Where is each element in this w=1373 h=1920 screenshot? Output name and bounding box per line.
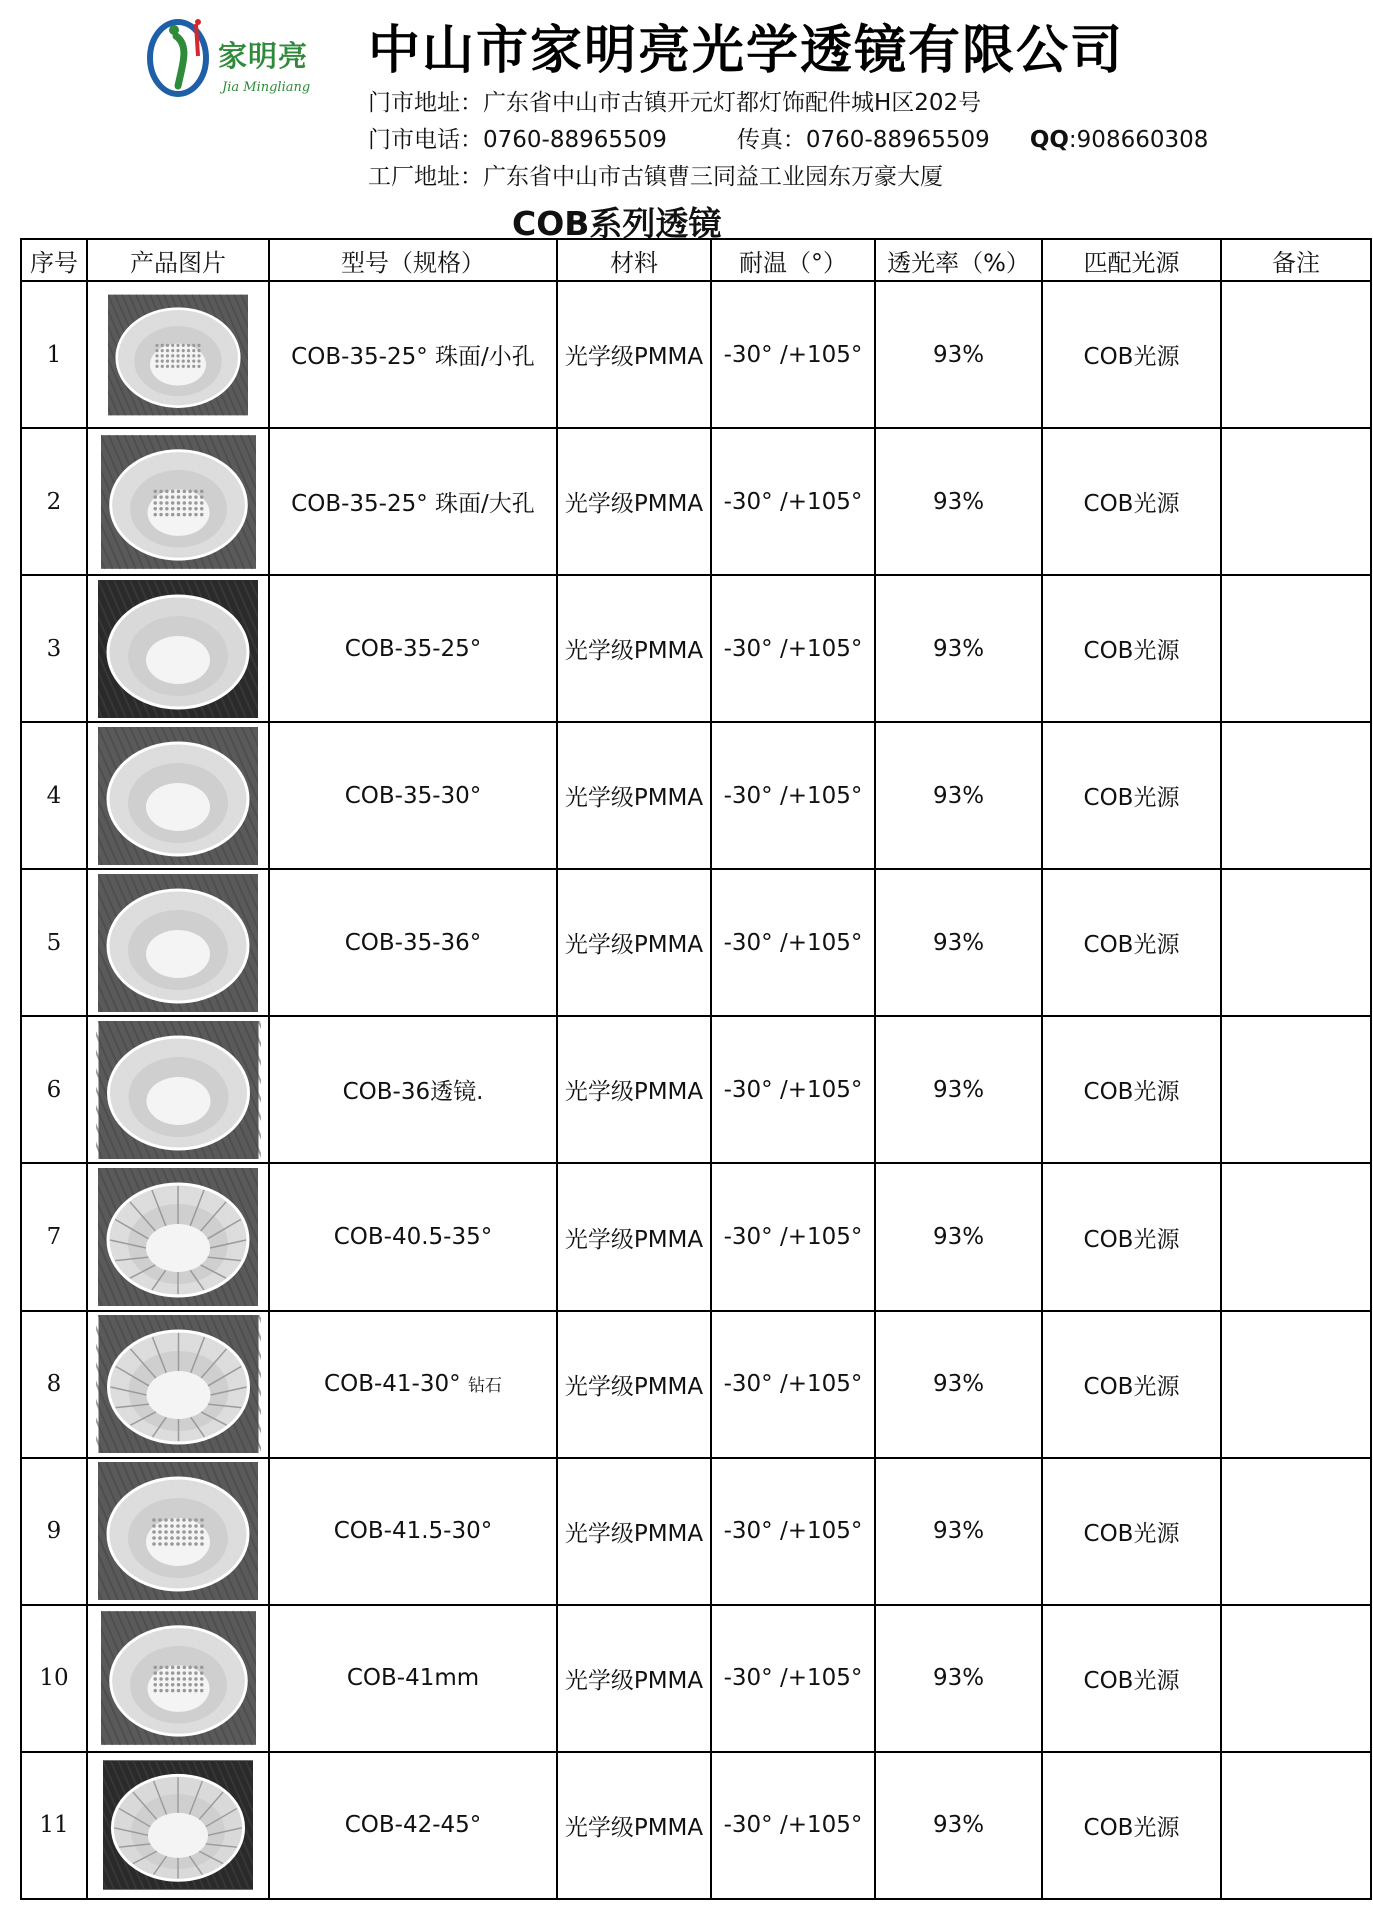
table-row [21, 1163, 1371, 1310]
page-header [0, 0, 1373, 200]
transmittance [875, 1163, 1042, 1310]
note [1221, 1605, 1371, 1752]
note [1221, 428, 1371, 575]
material [557, 428, 711, 575]
lens-photo-icon [101, 1609, 256, 1747]
model-spec-text: COB-35-25° 珠面/大孔 [291, 491, 535, 518]
contact-line [368, 121, 1208, 154]
row-number-text: 11 [39, 1812, 69, 1839]
transmittance-text: 93% [932, 635, 985, 662]
model-spec [269, 869, 557, 1016]
material [557, 575, 711, 722]
material-text: 光学级PMMA [564, 1079, 704, 1106]
col-header-image: 产品图片 [87, 239, 269, 281]
material [557, 1163, 711, 1310]
table-row [21, 1605, 1371, 1752]
material [557, 869, 711, 1016]
transmittance [875, 575, 1042, 722]
series-title: COB系列透镜 [512, 204, 722, 243]
model-spec-text: COB-35-36° [344, 929, 482, 956]
fax-number: 传真：0760-88965509 [736, 127, 990, 153]
transmittance [875, 1311, 1042, 1458]
row-number [21, 1163, 87, 1310]
col-header-no: 序号 [21, 239, 87, 281]
store-phone: 门市电话：0760-88965509 [368, 127, 667, 153]
model-spec [269, 1311, 557, 1458]
material-text: 光学级PMMA [564, 1226, 704, 1253]
lens-photo-icon [101, 433, 256, 571]
material [557, 1752, 711, 1899]
transmittance-text: 93% [932, 341, 985, 368]
row-number [21, 869, 87, 1016]
row-number [21, 1458, 87, 1605]
light-source [1042, 281, 1221, 428]
light-source-text: COB光源 [1083, 1667, 1180, 1694]
transmittance-text: 93% [932, 929, 985, 956]
transmittance-text: 93% [932, 488, 985, 515]
temperature-range-text: -30° /+105° [723, 1224, 863, 1250]
row-number-text: 3 [46, 635, 62, 662]
lens-photo-icon [108, 286, 248, 424]
temperature-range [711, 869, 875, 1016]
col-header-note: 备注 [1221, 239, 1371, 281]
light-source [1042, 1311, 1221, 1458]
row-number-text: 4 [46, 782, 62, 809]
row-number [21, 1016, 87, 1163]
transmittance [875, 1605, 1042, 1752]
product-image [87, 281, 269, 428]
transmittance-text: 93% [932, 1224, 985, 1250]
note [1221, 1016, 1371, 1163]
material [557, 1605, 711, 1752]
transmittance-text: 93% [932, 1371, 985, 1398]
light-source [1042, 428, 1221, 575]
row-number-text: 6 [46, 1076, 62, 1103]
table-row [21, 1752, 1371, 1899]
product-image [87, 722, 269, 869]
light-source [1042, 1605, 1221, 1752]
row-number-text: 5 [46, 929, 62, 956]
row-number-text: 7 [46, 1224, 62, 1250]
model-spec-text: COB-40.5-35° [333, 1224, 493, 1250]
light-source-text: COB光源 [1083, 638, 1180, 665]
material [557, 1458, 711, 1605]
col-header-light-source: 匹配光源 [1042, 239, 1221, 281]
row-number [21, 575, 87, 722]
row-number [21, 1605, 87, 1752]
lens-photo-icon [98, 874, 258, 1012]
model-spec [269, 428, 557, 575]
material [557, 281, 711, 428]
light-source-text: COB光源 [1083, 1814, 1180, 1841]
row-number [21, 722, 87, 869]
note [1221, 281, 1371, 428]
logo-brand-en: Jia Mingliang [222, 80, 311, 95]
row-number [21, 1311, 87, 1458]
material-text: 光学级PMMA [564, 1814, 704, 1841]
light-source [1042, 575, 1221, 722]
row-number-text: 10 [39, 1665, 69, 1692]
note [1221, 1163, 1371, 1310]
model-spec [269, 722, 557, 869]
col-header-transmittance: 透光率（%） [875, 239, 1042, 281]
row-number-text: 8 [46, 1371, 62, 1398]
model-spec [269, 1163, 557, 1310]
temperature-range-text: -30° /+105° [723, 635, 863, 662]
transmittance-text: 93% [932, 782, 985, 809]
row-number-text: 9 [46, 1518, 62, 1545]
table-row [21, 575, 1371, 722]
material [557, 1016, 711, 1163]
temperature-range-text: -30° /+105° [723, 782, 863, 809]
light-source [1042, 1016, 1221, 1163]
temperature-range-text: -30° /+105° [723, 1076, 863, 1103]
table-header-row [21, 239, 1371, 281]
model-spec-text: COB-42-45° [344, 1812, 482, 1839]
light-source-text: COB光源 [1083, 344, 1180, 371]
transmittance [875, 1752, 1042, 1899]
temperature-range [711, 1311, 875, 1458]
transmittance-text: 93% [932, 1812, 985, 1839]
material-text: 光学级PMMA [564, 638, 704, 665]
row-number [21, 1752, 87, 1899]
lens-photo-icon [98, 1462, 258, 1600]
material-text: 光学级PMMA [564, 1373, 704, 1400]
temperature-range [711, 428, 875, 575]
transmittance-text: 93% [932, 1076, 985, 1103]
model-spec [269, 281, 557, 428]
temperature-range [711, 1163, 875, 1310]
light-source-text: COB光源 [1083, 491, 1180, 518]
temperature-range [711, 1458, 875, 1605]
model-spec-text: COB-41.5-30° [333, 1518, 493, 1545]
transmittance [875, 281, 1042, 428]
col-header-model: 型号（规格） [269, 239, 557, 281]
light-source [1042, 1458, 1221, 1605]
temperature-range-text: -30° /+105° [723, 929, 863, 956]
store-address: 门市地址：广东省中山市古镇开元灯都灯饰配件城H区202号 [368, 90, 982, 116]
light-source [1042, 1163, 1221, 1310]
model-spec [269, 1752, 557, 1899]
note [1221, 1311, 1371, 1458]
row-number [21, 428, 87, 575]
model-spec-text: COB-35-30° [344, 782, 482, 809]
temperature-range [711, 575, 875, 722]
lens-photo-icon [103, 1756, 253, 1894]
temperature-range-text: -30° /+105° [723, 488, 863, 515]
light-source [1042, 1752, 1221, 1899]
product-image [87, 1016, 269, 1163]
lens-photo-icon [98, 580, 258, 718]
material [557, 1311, 711, 1458]
table-row [21, 1458, 1371, 1605]
model-spec-text: COB-36透镜. [342, 1079, 484, 1106]
transmittance [875, 869, 1042, 1016]
table-row [21, 428, 1371, 575]
light-source [1042, 869, 1221, 1016]
model-spec [269, 1605, 557, 1752]
temperature-range [711, 281, 875, 428]
transmittance-text: 93% [932, 1665, 985, 1692]
transmittance-text: 93% [932, 1518, 985, 1545]
material [557, 722, 711, 869]
row-number-text: 2 [46, 488, 62, 515]
lens-photo-icon [96, 1315, 261, 1453]
product-image [87, 1311, 269, 1458]
col-header-temperature: 耐温（°） [711, 239, 875, 281]
note [1221, 1752, 1371, 1899]
model-spec [269, 575, 557, 722]
material-text: 光学级PMMA [564, 491, 704, 518]
model-spec-text: COB-41-30° [324, 1371, 461, 1398]
product-image [87, 1752, 269, 1899]
model-spec-text: COB-41mm [346, 1665, 480, 1692]
model-suffix: 钻石 [467, 1376, 502, 1397]
model-spec [269, 1016, 557, 1163]
product-image [87, 869, 269, 1016]
model-spec-text: COB-35-25° 珠面/小孔 [291, 344, 535, 371]
product-table [20, 238, 1372, 1900]
table-row [21, 281, 1371, 428]
temperature-range-text: -30° /+105° [723, 1371, 863, 1398]
model-spec [269, 1458, 557, 1605]
temperature-range-text: -30° /+105° [723, 1665, 863, 1692]
light-source-text: COB光源 [1083, 1079, 1180, 1106]
row-number [21, 281, 87, 428]
lens-photo-icon [98, 727, 258, 865]
transmittance [875, 428, 1042, 575]
material-text: 光学级PMMA [564, 1520, 704, 1547]
product-image [87, 428, 269, 575]
model-spec-text: COB-35-25° [344, 635, 482, 662]
material-text: 光学级PMMA [564, 1667, 704, 1694]
factory-address: 工厂地址：广东省中山市古镇曹三同益工业园东万豪大厦 [368, 164, 943, 190]
transmittance [875, 722, 1042, 869]
note [1221, 869, 1371, 1016]
temperature-range-text: -30° /+105° [723, 341, 863, 368]
lens-photo-icon [98, 1168, 258, 1306]
material-text: 光学级PMMA [564, 785, 704, 812]
qq-label: QQ [1029, 127, 1069, 153]
product-image [87, 575, 269, 722]
product-image [87, 1605, 269, 1752]
note [1221, 575, 1371, 722]
lens-photo-icon [96, 1021, 261, 1159]
temperature-range-text: -30° /+105° [723, 1812, 863, 1839]
table-row [21, 722, 1371, 869]
light-source-text: COB光源 [1083, 1226, 1180, 1253]
temperature-range [711, 1605, 875, 1752]
company-name: 中山市家明亮光学透镜有限公司 [368, 21, 1125, 81]
light-source-text: COB光源 [1083, 1520, 1180, 1547]
logo-brand-cn: 家明亮 [218, 39, 309, 73]
light-source-text: COB光源 [1083, 932, 1180, 959]
transmittance [875, 1458, 1042, 1605]
note [1221, 1458, 1371, 1605]
light-source-text: COB光源 [1083, 785, 1180, 812]
material-text: 光学级PMMA [564, 344, 704, 371]
product-image [87, 1163, 269, 1310]
qq-number: :908660308 [1068, 127, 1209, 153]
transmittance [875, 1016, 1042, 1163]
table-row [21, 1311, 1371, 1458]
temperature-range-text: -30° /+105° [723, 1518, 863, 1545]
row-number-text: 1 [46, 341, 62, 368]
material-text: 光学级PMMA [564, 932, 704, 959]
temperature-range [711, 722, 875, 869]
product-image [87, 1458, 269, 1605]
table-row [21, 1016, 1371, 1163]
note [1221, 722, 1371, 869]
light-source-text: COB光源 [1083, 1373, 1180, 1400]
table-row [21, 869, 1371, 1016]
light-source [1042, 722, 1221, 869]
temperature-range [711, 1016, 875, 1163]
col-header-material: 材料 [557, 239, 711, 281]
temperature-range [711, 1752, 875, 1899]
